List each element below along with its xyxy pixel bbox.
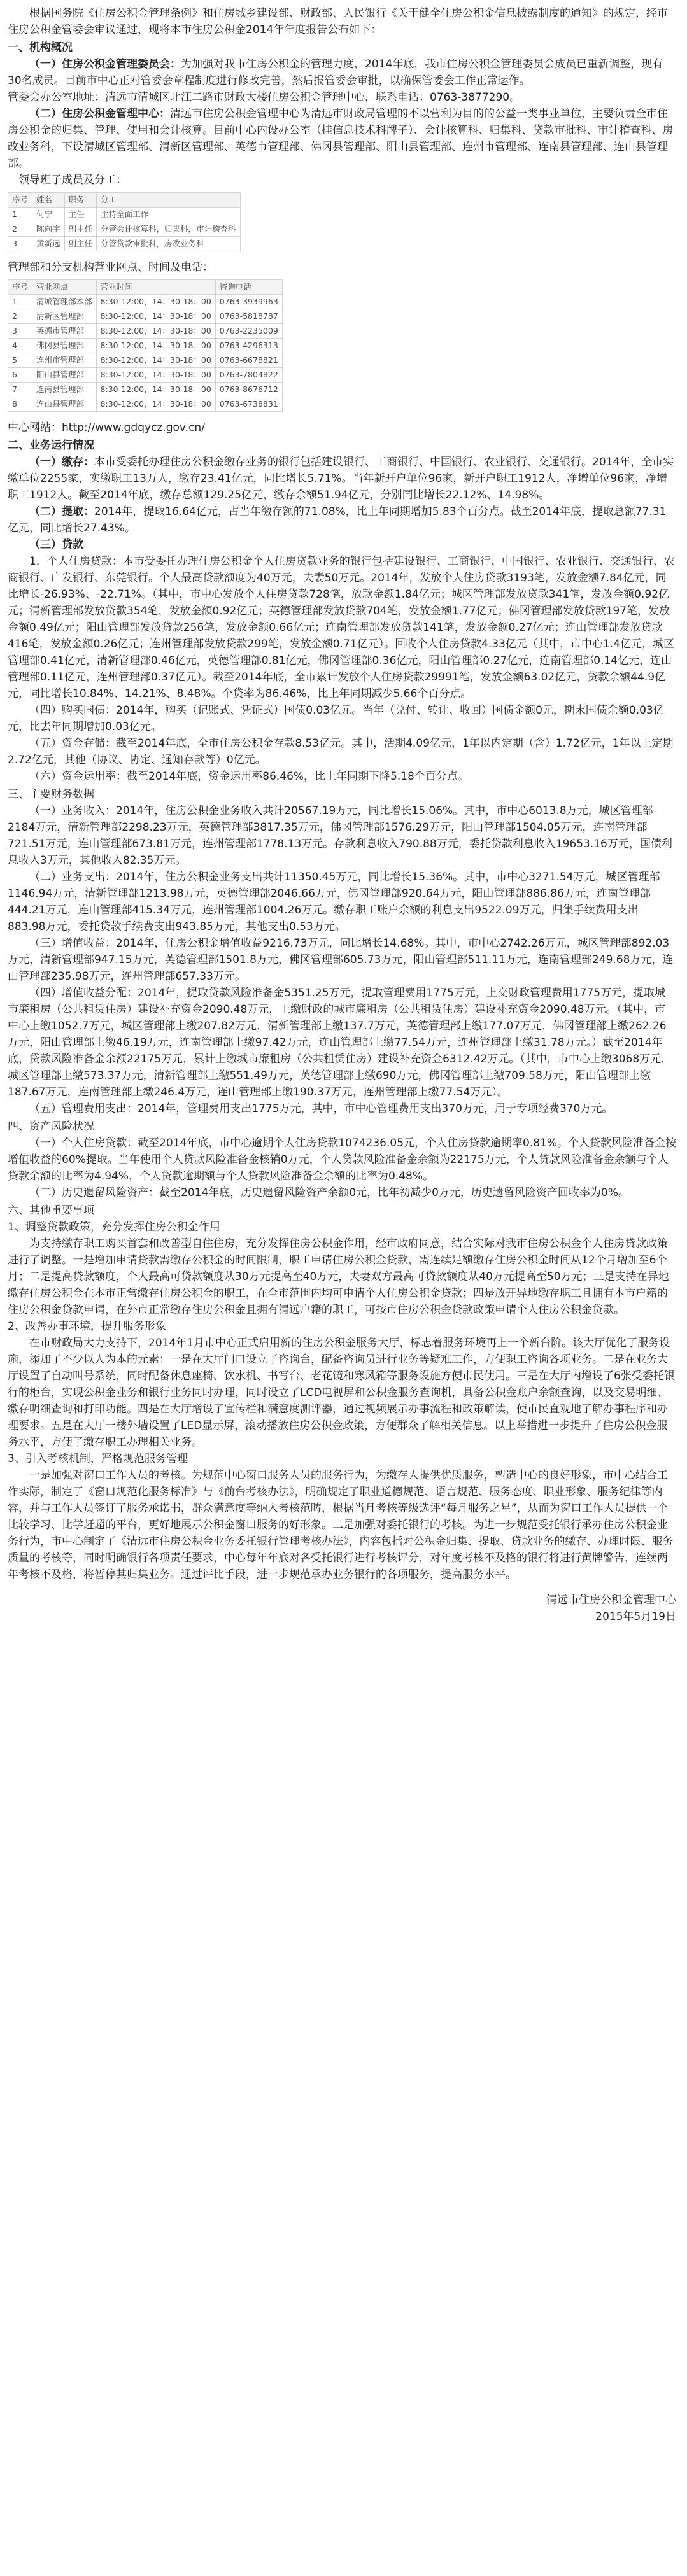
table-cell: 1 — [8, 208, 32, 222]
deposit-storage-paragraph: （五）资金存储：截至2014年底，全市住房公积金存款8.53亿元。其中，活期4.09亿元，1年以内定期（含）1.72亿元，1年以上定期2.72亿元，其他（协议、协定、通知存款等）0亿元。 — [8, 737, 674, 766]
table-cell: 何宁 — [32, 208, 65, 222]
table-cell: 8:30-12:00，14：30-18：00 — [96, 383, 215, 397]
table-row — [8, 339, 283, 353]
center-heading: （二）住房公积金管理中心： — [29, 108, 170, 120]
leaders-header-cell: 分工 — [97, 193, 241, 208]
center-body: 清远市住房公积金管理中心为清远市财政局管理的不以营利为目的的公益一类事业单位，主要负责全市住房公积金的归集、管理、使用和会计核算。目前中心内设办公室（挂信息技术科牌子）、会计核算科、归集科、贷款审批科、审计稽查科、房改业务科，下设清城区管理部、清新区管理部、英德市管理部、佛冈县管理部、阳山县管理部、连州市管理部、连南县管理部、连山县管理部。 — [8, 108, 674, 170]
table-cell: 分管会计核算科，归集科，审计稽查科 — [97, 222, 241, 237]
branches-table — [8, 279, 283, 412]
table-row — [8, 383, 283, 397]
utilization-paragraph: （六）资金运用率：截至2014年底，资金运用率86.46%，比上年同期下降5.18个百分点。 — [29, 770, 469, 783]
table-row — [8, 222, 241, 237]
table-cell: 0763-8676712 — [215, 383, 282, 397]
leaders-table-header-row — [8, 193, 241, 208]
report-document — [8, 5, 676, 1625]
table-cell: 分管贷款审批科，房改业务科 — [97, 237, 241, 251]
table-cell: 0763-4296313 — [215, 339, 282, 353]
table-row — [8, 368, 283, 383]
section-6-title: 六、其他重要事项 — [8, 1204, 94, 1217]
deposit-paragraph — [8, 454, 676, 503]
table-cell: 4 — [8, 339, 32, 353]
value-added-paragraph: （三）增值收益：2014年，住房公积金增值收益9216.73万元，同比增长14.68%。其中，市中心2742.26万元，城区管理部892.03万元，清新管理部947.15万元，英德管理部1501.8万元，佛冈管理部605.73万元，阳山管理部511.11万元，连南管理部249.68万元，连山管理部235.98万元，连州管理部657.33万元。 — [8, 937, 674, 983]
table-row — [8, 295, 283, 309]
table-cell: 8:30-12:00，14：30-18：00 — [96, 339, 215, 353]
branches-header-cell: 营业网点 — [32, 280, 97, 295]
expense-paragraph: （二）业务支出：2014年，住房公积金业务支出共计11350.45万元，同比增长15.36%。其中，市中心3271.54万元，城区管理部1146.94万元，清新管理部1213.98万元，英德管理部2046.66万元，佛冈管理部920.64万元，阳山管理部886.86万元，连南管理部444.21万元，连山管理部415.34万元，连州管理部1004.26万元。缴存职工账户余额的利息支出9522.09万元，归集手续费用支出883.98万元，委托贷款手续费支出943.85万元，其他支出0.53万元。 — [8, 871, 660, 933]
item-2-title: 2、改善办事环境，提升服务形象 — [8, 1320, 166, 1333]
table-cell: 2 — [8, 309, 32, 324]
deposit-body: 本市受委托办理住房公积金缴存业务的银行包括建设银行、工商银行、中国银行、农业银行、交通银行。2014年，全市实缴单位2255家，实缴职工13万人，缴存23.41亿元，同比增长5.71%。当年新开户单位96家，新开户职工1912人，净增单位96家，净增职工1912人。截至2014年底，缴存总额129.25亿元，缴存余额51.94亿元，分别同比增长22.12%、14.98%。 — [8, 456, 674, 502]
table-row — [8, 353, 283, 368]
table-cell: 0763-2235009 — [215, 324, 282, 339]
website-line: 中心网站：http://www.gdqycz.gov.cn/ — [8, 421, 205, 434]
table-cell: 8:30-12:00，14：30-18：00 — [96, 295, 215, 309]
table-cell: 0763-3939963 — [215, 295, 282, 309]
withdrawal-body: 2014年，提取16.64亿元，占当年缴存额的71.08%，比上年同期增加5.83个百分点。截至2014年底，提取总额77.31亿元，同比增长27.43%。 — [8, 505, 667, 535]
withdrawal-heading: （二）提取： — [29, 505, 94, 518]
table-cell: 0763-7804822 — [215, 368, 282, 383]
leaders-table — [8, 192, 241, 251]
withdrawal-paragraph — [8, 503, 676, 537]
table-cell: 陈向宇 — [32, 222, 65, 237]
loan-paragraph: 1．个人住房贷款：本市受委托办理住房公积金个人住房贷款业务的银行包括建设银行、工商银行、中国银行、农业银行、交通银行、农商银行、广发银行、东莞银行。个人最高贷款额度为40万元，夫妻50万元。2014年，发放个人住房贷款3193笔，发放金额7.84亿元，同比增长-26.93%、-22.71%。（其中，市中心发放个人住房贷款728笔，放款金额1.84亿元；城区管理部发放贷款341笔，发放金额0.92亿元；清新管理部发放贷款354笔，发放金额0.92亿元；英德管理部发放贷款704笔，发放金额1.77亿元；佛冈管理部发放贷款197笔，发放金额0.49亿元；阳山管理部发放贷款256笔，发放金额0.66亿元；连南管理部发放贷款141笔，发放金额0.27亿元；连山管理部发放贷款416笔，发放金额0.26亿元；连州管理部发放贷款299笔，发放金额0.71亿元）。回收个人住房贷款4.33亿元（其中，市中心1.4亿元，城区管理部0.41亿元，清新管理部0.46亿元，英德管理部0.81亿元，佛冈管理部0.36亿元，阳山管理部0.27亿元，连南管理部0.14亿元，连山管理部0.11亿元，连州管理部0.37亿元）。截至2014年底，全市累计发放个人住房贷款29991笔，发放金额63.02亿元，贷款余额44.9亿元，同比增长10.84%、14.21%、8.48%。个贷率为86.46%，比上年同期减少5.66个百分点。 — [8, 555, 675, 700]
table-cell: 8:30-12:00，14：30-18：00 — [96, 309, 215, 324]
item-3-body: 一是加强对窗口工作人员的考核。为规范中心窗口服务人员的服务行为，为缴存人提供优质服务，塑造中心的良好形象，市中心结合工作实际，制定了《窗口规范化服务标准》与《前台考核办法》，明确规定了职业道德规范、语言规范、服务态度、职业形象、服务纪律等内容，并与工作人员签订了服务承诺书，群众满意度等纳入考核范畴，根据当月考核等级选评“每月服务之星”，从而为窗口工作人员提供一个比较学习、比学赶超的平台，更好地展示公积金窗口服务的好形象。二是加强对委托银行的考核。为进一步规范受托银行承办住房公积金业务行为，市中心制定了《清远市住房公积金业务委托银行管理考核办法》，内容包括对公积金归集、提取、贷款业务的缴存、办理时限、服务质量的考核等，同时明确银行各项责任要求，中心每年年底对各受托银行进行考核评分，对年度考核不及格的银行将进行黄牌警告，连续两年考核不及格，将暂停其归集业务。通过评比手段，进一步规范承办业务银行的各项服务，提高服务水平。 — [8, 1469, 674, 1581]
table-cell: 8:30-12:00，14：30-18：00 — [96, 368, 215, 383]
table-row — [8, 397, 283, 412]
table-cell: 英德市管理部 — [32, 324, 97, 339]
table-cell: 0763-5818787 — [215, 309, 282, 324]
item-3-title: 3、引入考核机制，严格规范服务管理 — [8, 1453, 188, 1465]
committee-body: 为加强对我市住房公积金的管理力度，2014年底，我市住房公积金管理委员会成员已重新调整，现有30名成员。目前市中心正对管委会章程制度进行修改完善，然后报管委会审批，以确保管委会工作正常运作。 — [8, 58, 663, 87]
table-row — [8, 309, 283, 324]
table-cell: 8 — [8, 397, 32, 412]
table-cell: 6 — [8, 368, 32, 383]
committee-heading: （一）住房公积金管理委员会： — [29, 58, 181, 71]
committee-paragraph — [8, 56, 676, 89]
leaders-header-cell: 姓名 — [32, 193, 65, 208]
table-cell: 连州市管理部 — [32, 353, 97, 368]
table-cell: 3 — [8, 237, 32, 251]
table-cell: 0763-6738831 — [215, 397, 282, 412]
table-cell: 主任 — [64, 208, 97, 222]
income-paragraph: （一）业务收入：2014年，住房公积金业务收入共计20567.19万元，同比增长15.06%。其中，市中心6013.8万元，城区管理部2184万元，清新管理部2298.23万元，英德管理部3817.35万元，佛冈管理部1576.29万元，阳山管理部1504.05万元，连南管理部721.51万元，连山管理部673.81万元，连州管理部1778.13万元。存款利息收入790.88万元，委托贷款利息收入19653.16万元，国债利息收入3万元，其他收入82.35万元。 — [8, 805, 672, 867]
table-cell: 连南县管理部 — [32, 383, 97, 397]
table-cell: 1 — [8, 295, 32, 309]
loan-heading: （三）贷款 — [29, 538, 83, 551]
table-cell: 佛冈县管理部 — [32, 339, 97, 353]
signature-date: 2015年5月19日 — [595, 1610, 676, 1623]
branches-header-cell: 营业时间 — [96, 280, 215, 295]
table-cell: 连山县管理部 — [32, 397, 97, 412]
item-1-body: 为支持缴存职工购买首套和改善型自住住房，充分发挥住房公积金作用，经市政府同意，结合实际对我市住房公积金个人住房贷款政策进行了调整。一是增加申请贷款需缴存公积金的时间限制，职工申请住房公积金贷款，需连续足额缴存住房公积金时间从12个月增加至6个月；二是提高贷款额度，个人最高可贷款额度从30万元提高至40万元，夫妻双方最高可贷款额度从40万元提高至50万元；三是支持在异地缴存住房公积金在本市正常缴存住房公积金的职工，在全市范围内均可申请个人住房公积金贷款；四是放开异地缴存职工且拥有本市户籍的住房公积金贷款申请，在外市正常缴存住房公积金且拥有清远户籍的职工，可按市住房公积金贷款政策申请个人住房公积金贷款。 — [8, 1237, 669, 1316]
table-row — [8, 237, 241, 251]
personal-loan-risk-paragraph: （一）个人住房贷款：截至2014年底，市中心逾期个人住房贷款1074236.05元，个人住房贷款逾期率0.81%。个人贷款风险准备金按增值收益的60%提取。当年使用个人贷款风险准备金核销0万元，个人贷款风险准备金余额为22175万元，个人贷款风险准备金余额与个人贷款余额的比率为4.94%，个人贷款逾期额与个人贷款风险准备金余额的比率为0.48%。 — [8, 1137, 677, 1183]
branches-table-header-row — [8, 280, 283, 295]
table-cell: 副主任 — [64, 237, 97, 251]
table-cell: 2 — [8, 222, 32, 237]
table-cell: 黄新远 — [32, 237, 65, 251]
table-cell: 主持全面工作 — [97, 208, 241, 222]
item-1-title: 1、调整贷款政策，充分发挥住房公积金作用 — [8, 1221, 220, 1234]
branches-header-cell: 序号 — [8, 280, 32, 295]
section-1-title: 一、机构概况 — [8, 41, 73, 54]
table-cell: 副主任 — [64, 222, 97, 237]
deposit-heading: （一）缴存： — [29, 456, 94, 468]
table-cell: 0763-6678821 — [215, 353, 282, 368]
leaders-header-cell: 职务 — [64, 193, 97, 208]
leaders-title: 领导班子成员及分工： — [18, 174, 127, 187]
section-2-title: 二、业务运行情况 — [8, 439, 94, 452]
branches-title: 管理部和分支机构营业网点、时间及电话： — [8, 261, 213, 274]
committee-office-address: 管委会办公室地址：清远市清城区北江二路市财政大楼住房公积金管理中心，联系电话：0763-3877290。 — [8, 91, 521, 104]
distribution-paragraph: （四）增值收益分配：2014年，提取贷款风险准备金5351.25万元，提取管理费用1775万元，上交财政管理费用1775万元，提取城市廉租房（公共租赁住房）建设补充资金2090.48万元，上缴财政的城市廉租房（公共租赁住房）建设补充资金2090.48万元。（其中，市中心上缴1052.7万元，城区管理部上缴207.82万元，清新管理部上缴137.7万元，英德管理部上缴177.07万元，佛冈管理部上缴262.26万元，阳山管理部上缴46.19万元，连南管理部上缴97.42万元，连山管理部上缴77.54万元，连州管理部上缴31.78万元。）截至2014年底，贷款风险准备金余额22175万元，累计上缴城市廉租房（公共租赁住房）建设补充资金6312.42万元。（其中，市中心上缴3068万元，城区管理部上缴573.37万元，清新管理部上缴551.49万元，英德管理部上缴690万元，佛冈管理部上缴709.58万元，阳山管理部上缴187.67万元，连南管理部上缴246.4万元，连山管理部上缴190.37万元，连州管理部上缴77.54万元）。 — [8, 987, 672, 1099]
table-cell: 8:30-12:00，14：30-18：00 — [96, 353, 215, 368]
signature-organization: 清远市住房公积金管理中心 — [546, 1594, 676, 1607]
section-3-title: 三、主要财务数据 — [8, 788, 94, 801]
leaders-header-cell: 序号 — [8, 193, 32, 208]
table-cell: 3 — [8, 324, 32, 339]
bonds-paragraph: （四）购买国债：2014年，购买（记账式、凭证式）国债0.03亿元。当年（兑付、转让、收回）国债金额0元，期末国债余额0.03亿元，比去年同期增加0.03亿元。 — [8, 704, 664, 733]
table-cell: 7 — [8, 383, 32, 397]
section-4-title: 四、资产风险状况 — [8, 1120, 94, 1133]
table-row — [8, 324, 283, 339]
table-cell: 阳山县管理部 — [32, 368, 97, 383]
branches-header-cell: 咨询电话 — [215, 280, 282, 295]
item-2-body: 在市财政局大力支持下，2014年1月市中心正式启用新的住房公积金服务大厅，标志着服务环境再上一个新台阶。该大厅优化了服务设施，添加了不少以人为本的元素：一是在大厅门口设立了咨询台，配备咨询员进行业务等疑难工作，方便职工咨询各项业务。二是在业务大厅设置了自动叫号系统，同时配备休息座椅、饮水机、书写台、老花镜和寒风箱等服务设施方便市民使用。三是在大厅内增设了6张受委托银行的柜台，实现公积金业务和银行业务同时办理，同时设立了LCD电视屏和公积金服务查询机，具备公积金账户余额查询，以及交易明细、缴存明细查询和打印功能。四是在大厅增设了宣传栏和满意度测评器，通过视频展示办事流程和政策解读，使市民直观地了解办事程序和办理要求。五是在大厅一楼外墙设置了LED显示屏，滚动播放住房公积金政策，方便群众了解相关信息。以上举措进一步提升了住房公积金服务水平，方便了缴存职工办理相关业务。 — [8, 1337, 675, 1449]
intro-paragraph: 根据国务院《住房公积金管理条例》和住房城乡建设部、财政部、人民银行《关于健全住房公积金信息披露制度的通知》的规定，经市住房公积金管委会审议通过，现将本市住房公积金2014年年度报告公布如下： — [8, 7, 668, 36]
legacy-risk-paragraph: （二）历史遗留风险资产：截至2014年底，历史遗留风险资产余额0元，比年初减少0万元，历史遗留风险资产回收率为0%。 — [29, 1186, 629, 1199]
table-row — [8, 208, 241, 222]
table-cell: 8:30-12:00，14：30-18：00 — [96, 324, 215, 339]
center-paragraph — [8, 106, 676, 172]
table-cell: 清新区管理部 — [32, 309, 97, 324]
table-cell: 清城管理部本部 — [32, 295, 97, 309]
admin-expense-paragraph: （五）管理费用支出：2014年，管理费用支出1775万元，其中，市中心管理费用支出370万元，用于专项经费370万元。 — [29, 1102, 613, 1115]
table-cell: 5 — [8, 353, 32, 368]
table-cell: 8:30-12:00，14：30-18：00 — [96, 397, 215, 412]
